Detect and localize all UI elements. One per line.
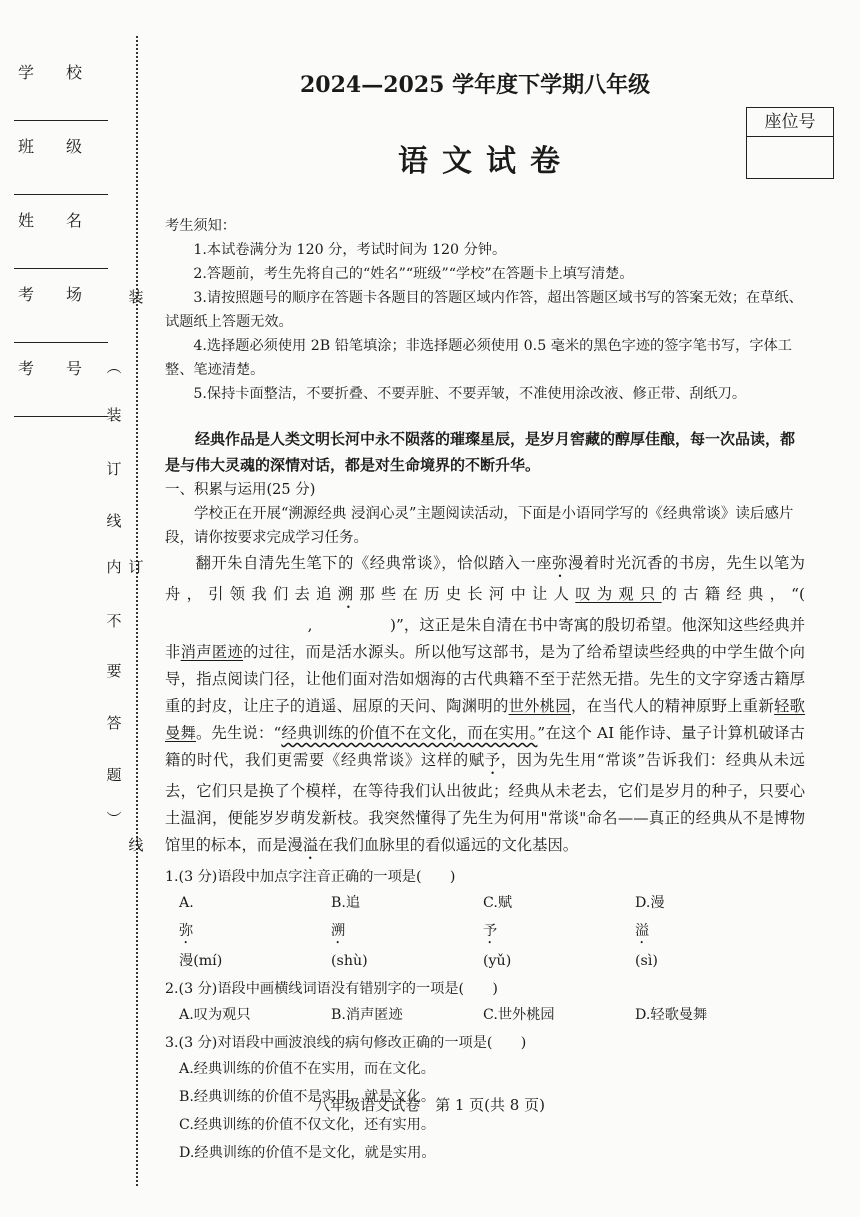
passage-text: 翻开朱自清先生笔下的《经典常谈》，恰似踏入一座 bbox=[195, 554, 553, 572]
exam-title: 2024—2025 学年度下学期八年级 bbox=[300, 72, 651, 98]
passage-text: 的过往，而是活水源头。所以他写这部书，是为了给希望读些经典的中学生做个向导，指点阅读门径，让他们面对浩如烟海的古代典籍不至于茫然无措。先生的文字穿透古籍厚重的封皮，让庄子的逍遥、屈原的天问、陶渊明的 bbox=[165, 643, 805, 715]
binding-char: 内 bbox=[106, 558, 122, 576]
underlined-word: 轻歌曼舞 bbox=[165, 697, 805, 742]
passage-text: 的古籍经典，“( bbox=[661, 585, 805, 603]
info-row-name bbox=[14, 194, 108, 269]
question-3-stem: 3.(3 分)对语段中画波浪线的病句修改正确的一项是( ) bbox=[165, 1035, 527, 1051]
question-2-options bbox=[165, 1001, 805, 1029]
passage-text: 那些在历史长河中让人 bbox=[359, 585, 576, 603]
binding-char: 订 bbox=[106, 460, 122, 478]
section-heading: 一、积累与运用(25 分) bbox=[165, 482, 316, 498]
info-label: 考 bbox=[18, 359, 37, 378]
binding-char: 要 bbox=[106, 662, 122, 680]
info-row-exam-number bbox=[14, 342, 108, 417]
option-c: C.经典训练的价值不仅文化，还有实用。 bbox=[179, 1117, 436, 1133]
passage-text: 漫着时光沉香的书房，先生以笔为舟，引领我们去追 bbox=[165, 554, 805, 603]
option-b: B.追溯(shù) bbox=[331, 895, 368, 969]
binding-char: 线 bbox=[128, 836, 144, 854]
binding-char: 装 bbox=[128, 288, 144, 306]
info-label: 班 bbox=[18, 137, 37, 156]
option-c: C.赋予(yǔ) bbox=[483, 895, 513, 969]
dotted-char: 弥 bbox=[552, 554, 568, 572]
binding-char: 线 bbox=[106, 512, 122, 530]
option-d: D.轻歌曼舞 bbox=[635, 1007, 708, 1023]
passage-text: 在我们血脉里的看似遥远的文化基因。 bbox=[318, 836, 579, 854]
option-d: D.经典训练的价值不是文化，就是实用。 bbox=[179, 1145, 436, 1161]
option-d: D.漫溢(sì) bbox=[635, 895, 665, 969]
underlined-word: 消声匿迹 bbox=[180, 643, 244, 661]
binding-dashed-line bbox=[136, 36, 138, 1186]
notice-item: 5.保持卡面整洁，不要折叠、不要弄脏、不要弄皱，不准使用涂改液、修正带、刮纸刀。 bbox=[193, 386, 747, 402]
underlined-word: 叹为观只 bbox=[575, 585, 662, 603]
info-row-exam-room bbox=[14, 268, 108, 343]
binding-char: ︶ bbox=[106, 810, 122, 828]
option-b: B.经典训练的价值不是实用，就是文化。 bbox=[179, 1089, 436, 1105]
info-label: 学 bbox=[18, 63, 37, 82]
option-a: A.经典训练的价值不在实用，而在文化。 bbox=[179, 1061, 435, 1077]
option-a: A.叹为观只 bbox=[179, 1007, 251, 1023]
info-label: 场 bbox=[66, 285, 85, 304]
info-row-school bbox=[14, 46, 108, 121]
binding-char: 题 bbox=[106, 766, 122, 784]
lead-paragraph: 经典作品是人类文明长河中永不陨落的璀璨星辰，是岁月窖藏的醇厚佳酿，每一次品读，都是与伟大灵魂的深情对话，都是对生命境界的不断升华。 bbox=[165, 430, 796, 474]
passage-text: )”，这正是朱自清在书中寄寓的殷切希望。他深知这些经典并非 bbox=[165, 616, 805, 661]
question-1-options bbox=[165, 889, 805, 975]
task-intro: 学校正在开展“溯源经典 浸润心灵”主题阅读活动，下面是小语同学写的《经典常谈》读后感片段，请你按要求完成学习任务。 bbox=[165, 506, 794, 546]
passage-text: ，因为先生用“常谈”告诉我们：经典从未远去，它们只是换了个模样，在等待我们认出彼此；经典从未老去，它们是岁月的种子，只要心土温润，便能岁岁萌发新枝。我突然懂得了先生为何用"常谈"命名——真正的经典从不是博物馆里的标本，而是漫 bbox=[165, 751, 805, 854]
passage-text: ，在当代人的精神原野上重新 bbox=[571, 697, 775, 715]
seat-number-box bbox=[746, 107, 834, 179]
option-a: A.弥漫(mí) bbox=[179, 895, 223, 969]
question-1-stem: 1.(3 分)语段中加点字注音正确的一项是( ) bbox=[165, 869, 456, 885]
notice-title: 考生须知： bbox=[165, 218, 236, 234]
binding-char: 不 bbox=[106, 612, 122, 630]
info-label: 级 bbox=[66, 137, 85, 156]
exam-content bbox=[165, 214, 805, 1167]
dotted-char: 溢 bbox=[302, 836, 318, 854]
notice-item: 4.选择题必须使用 2B 铅笔填涂；非选择题必须使用 0.5 毫米的黑色字迹的签字笔书写，字体工整、笔迹清楚。 bbox=[165, 338, 792, 378]
wavy-underlined-sentence: 经典训练的价值不在文化，而在实用。 bbox=[281, 724, 538, 742]
binding-char: 装 bbox=[106, 406, 122, 424]
underlined-word: 世外桃园 bbox=[508, 697, 572, 715]
blank-comma: , bbox=[307, 616, 313, 634]
notice-item: 2.答题前，考生先将自己的“姓名”“班级”“学校”在答题卡上填写清楚。 bbox=[193, 266, 634, 282]
binding-char: 答 bbox=[106, 714, 122, 732]
binding-char: 订 bbox=[128, 558, 144, 576]
seat-number-label: 座位号 bbox=[747, 108, 833, 137]
question-2-stem: 2.(3 分)语段中画横线词语没有错别字的一项是( ) bbox=[165, 981, 498, 997]
info-label: 姓 bbox=[18, 211, 37, 230]
info-label: 号 bbox=[66, 359, 85, 378]
page-footer: 八年级语文试卷 第 1 页(共 8 页) bbox=[315, 1096, 545, 1114]
passage-text: ”在这个 AI 能作诗、量子计算机破译古籍的时代，我们更需要《经典常谈》这样的赋 bbox=[165, 724, 805, 769]
binding-char: ︵ bbox=[106, 358, 122, 376]
passage-text: 。先生说：“ bbox=[196, 724, 282, 742]
notice-item: 1.本试卷满分为 120 分，考试时间为 120 分钟。 bbox=[193, 242, 507, 258]
notice-item: 3.请按照题号的顺序在答题卡各题目的答题区域内作答，超出答题区域书写的答案无效；在草纸、试题纸上答题无效。 bbox=[165, 290, 803, 330]
info-label: 考 bbox=[18, 285, 37, 304]
dotted-char: 予 bbox=[484, 751, 501, 769]
info-label: 名 bbox=[66, 211, 85, 230]
subject-title: 语文试卷 bbox=[398, 144, 574, 179]
dotted-char: 溯 bbox=[337, 585, 360, 603]
option-c: C.世外桃园 bbox=[483, 1007, 555, 1023]
reading-passage bbox=[165, 550, 805, 863]
option-b: B.消声匿迹 bbox=[331, 1007, 403, 1023]
info-row-class bbox=[14, 120, 108, 195]
fill-blank bbox=[165, 612, 390, 639]
info-label: 校 bbox=[66, 63, 85, 82]
